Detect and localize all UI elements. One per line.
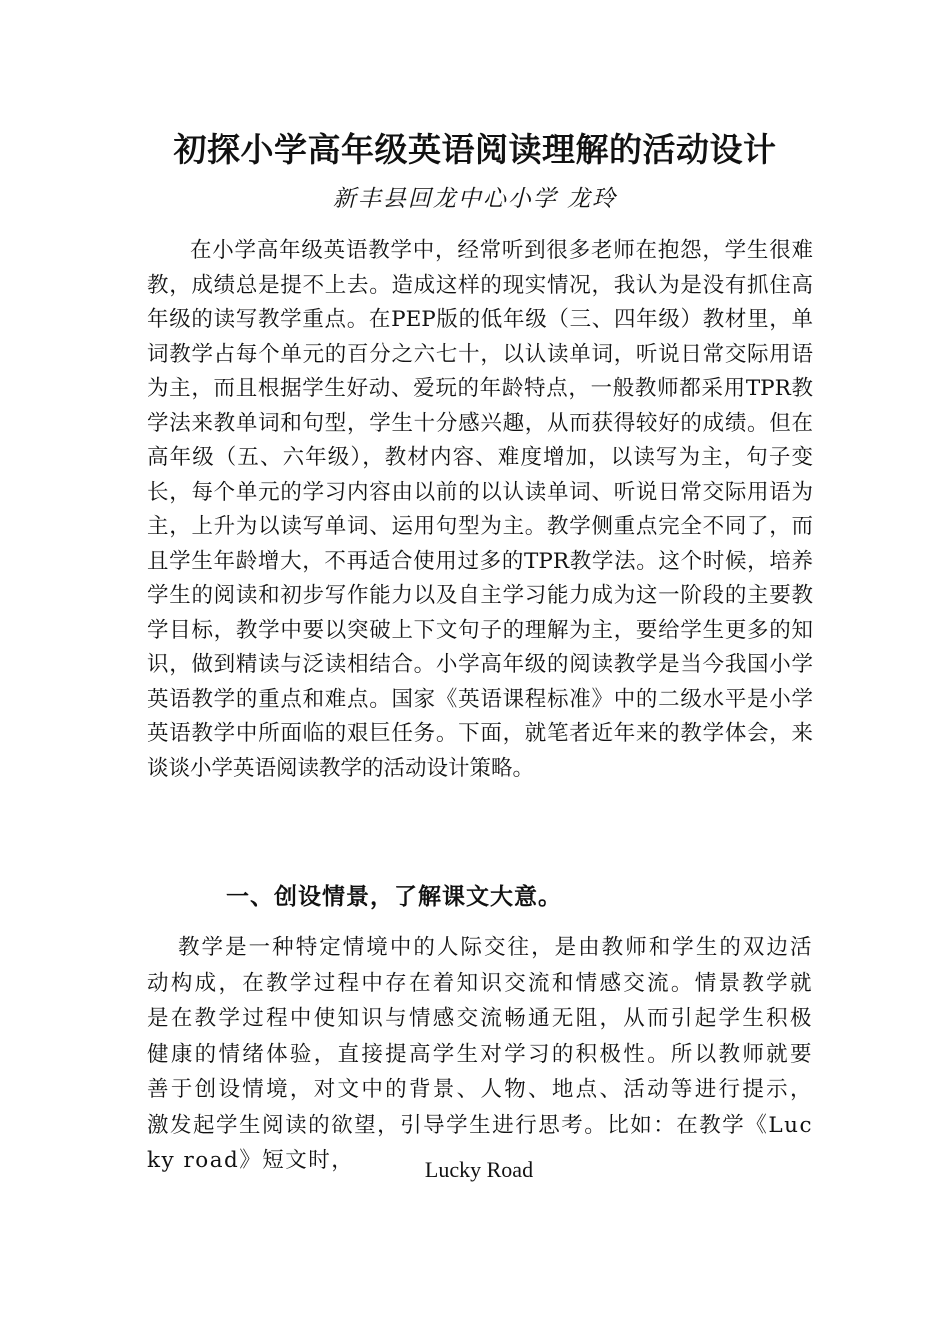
section-heading-1: 一、创设情景，了解课文大意。 <box>226 884 562 910</box>
example-text-title: Lucky Road <box>424 1157 534 1182</box>
document-title: 初探小学高年级英语阅读理解的活动设计 <box>173 130 777 169</box>
section-1-paragraph: 教学是一种特定情境中的人际交往，是由教师和学生的双边活动构成，在教学过程中存在着知识交流和情感交流。情景教学就是在教学过程中使知识与情感交流畅通无阻，从而引起学生积极健康的情绪体验，直接提高学生对学习的积极性。所以教师就要善于创设情境，对文中的背景、人物、地点、活动等进行提示，激发起学生阅读的欲望，引导学生进行思考。比如：在教学《Lucky road》短文时， <box>147 935 813 1173</box>
intro-paragraph: 在小学高年级英语教学中，经常听到很多老师在抱怨，学生很难教，成绩总是提不上去。造成这样的现实情况，我认为是没有抓住高年级的读写教学重点。在PEP版的低年级（三、四年级）教材里，单词教学占每个单元的百分之六七十，以认读单词，听说日常交际用语为主，而且根据学生好动、爱玩的年龄特点，一般教师都采用TPR教学法来教单词和句型，学生十分感兴趣，从而获得较好的成绩。但在高年级（五、六年级），教材内容、难度增加，以读写为主，句子变长，每个单元的学习内容由以前的以认读单词、听说日常交际用语为主，上升为以读写单词、运用句型为主。教学侧重点完全不同了，而且学生年龄增大，不再适合使用过多的TPR教学法。这个时候，培养学生的阅读和初步写作能力以及自主学习能力成为这一阶段的主要教学目标，教学中要以突破上下文句子的理解为主，要给学生更多的知识，做到精读与泛读相结合。小学高年级的阅读教学是当今我国小学英语教学的重点和难点。国家《英语课程标准》中的二级水平是小学英语教学中所面临的艰巨任务。下面，就笔者近年来的教学体会，来谈谈小学英语阅读教学的活动设计策略。 <box>147 238 813 781</box>
author-line: 新丰县回龙中心小学 龙玲 <box>332 186 618 212</box>
